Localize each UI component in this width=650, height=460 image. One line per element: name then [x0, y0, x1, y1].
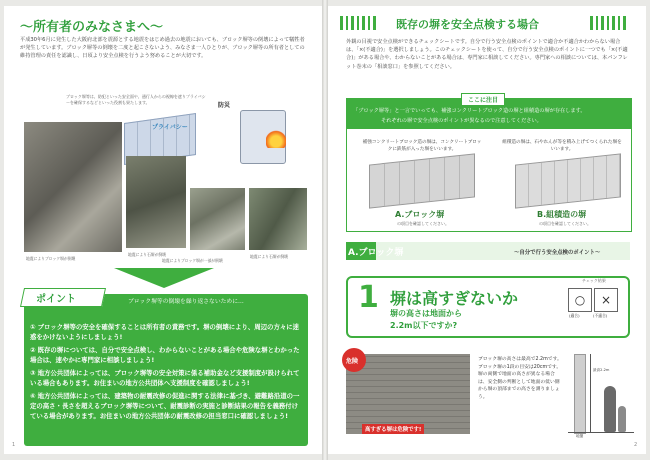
left-page-number: 1 [12, 442, 16, 448]
photo-collapsed-block-wall [24, 122, 122, 252]
note-text-2: それぞれの塀で安全点検のポイントが異なるので注意してください。 [381, 118, 542, 124]
right-page-number: 2 [634, 442, 638, 448]
point-label: ポイント [36, 294, 76, 305]
point-item-4: ④ 地方公共団体によっては、建築物の耐震改修の促進に関する法律に基づき、避難路沿道の一定の高さ・長さを超えるブロック塀等について、耐震診断の実施と診断結果の報告を義務付けている場合があります。お住まいの地方公共団体の耐震改修の担当窓口に確認しましょう! [30, 392, 300, 420]
type-b-sub: の項目を確認してください。 [539, 221, 591, 226]
photo-partially-collapsed-wall [190, 188, 245, 250]
photo-collapsed-stone-wall-2 [249, 188, 307, 250]
photo-caption-3: 地震によりブロック塀が一部が倒壊 [162, 258, 223, 263]
right-title: 既存の塀を安全点検する場合 [396, 18, 539, 31]
privacy-label: プライバシー [152, 124, 188, 131]
photo-caption-4: 地震により石塀が倒壊 [250, 254, 288, 259]
wall-pillar-figure [574, 354, 586, 434]
title-stripes-right [590, 16, 626, 30]
type-a-description: 補強コンクリートブロック造の塀は、コンクリートブロックに鉄筋が入った塀をいいます。 [362, 140, 482, 152]
right-page [328, 6, 646, 454]
photo-tall-wall [346, 354, 470, 434]
fire-icon [266, 126, 286, 148]
check-title: 塀は高すぎないか [390, 289, 519, 308]
left-title: ～所有者のみなさまへ～ [20, 20, 164, 35]
ground-line [568, 432, 634, 433]
masonry-wall-illustration [515, 153, 621, 208]
title-stripes-left [340, 16, 376, 30]
ok-checkbox[interactable]: ○ [568, 288, 592, 312]
photo-caption: 高すぎる塀は危険です! [362, 424, 424, 434]
note-title: ここに注目 [461, 93, 505, 106]
down-arrow-icon [114, 268, 214, 288]
check-number: 1 [358, 280, 379, 315]
check-subtitle: 塀の高さは地面から [390, 309, 462, 318]
photo-collapsed-stone-wall-1 [126, 156, 186, 248]
left-intro: 平成30年6月に発生した大阪府北部を震源とする地震をはじめ過去の地震においても、ブロック塀等の倒壊によって犠牲者が発生しています。ブロック塀等の倒壊を二度と起こさないよう、みなさま一人ひとりが、ブロック塀等の所有者としての維持管理の責任を認識し、日頃より安全点検を行うよう努めることが大切です。 [20, 37, 305, 60]
photo-caption-1: 地震によりブロック塀が倒壊 [26, 256, 76, 261]
person-silhouette [604, 386, 616, 432]
ok-label: (適合) [569, 313, 580, 318]
photo-caption-2: 地震により石塀が倒壊 [128, 252, 166, 257]
ng-checkbox[interactable]: × [594, 288, 618, 312]
illustration-note: ブロック塀等は、防犯といった安全面や、通行人からの視線を遮りプライバシーを確保するなどといった役割も果たします。 [66, 94, 206, 105]
point-item-1: ① ブロック塀等の安全を確保することは所有者の責務です。塀の倒壊により、周辺の方々に迷惑をかけないようにしましょう! [30, 323, 300, 341]
height-explanation: ブロック塀の高さは最高で2.2mです。ブロック塀の1段の目安は20cmです。塀の両側で地面の高さが異なる場合は、安全側の判断として地面の低い側から塀の頂部までの高さを測りましょう。 [478, 357, 562, 400]
section-subtitle: ～自分で行う安全点検のポイント～ [514, 250, 601, 256]
point-item-2: ② 既存の塀については、自分で安全点検し、わからないことがある場合や危険な塀とわかった場合は、速やかに専門家に相談しましょう! [30, 346, 300, 364]
bridge-text: ブロック塀等の倒壊を繰り返さないために… [128, 299, 244, 305]
ground-label: 地盤 [576, 434, 584, 438]
height-dimension-label: 最高2.2m [593, 368, 610, 372]
point-item-3: ③ 地方公共団体によっては、ブロック塀等の安全対策に係る補助金など支援制度が設けられている場合もあります。お住まいの地方公共団体へ支援制度を確認しましょう! [30, 369, 300, 387]
right-intro: 外観の目視で安全点検ができるチェックシートです。自分で行う安全点検のポイントで適合か不適合かわからない場合は、「×(不適合)」を選択しましょう。このチェックシートを使って、自分で行う安全点検のポイントに一つでも「×(不適合)」がある場合や、わからないことがある場合は、専門家に相談してください。専門家への相談については、本パンフレット巻末の「相談窓口」を参照してください。 [346, 39, 628, 70]
point-box [24, 294, 308, 446]
checksheet-label: チェック結果 [582, 278, 606, 283]
height-dimension-line [590, 354, 591, 432]
note-text-1: 「ブロック塀等」と一言でいっても、補強コンクリートブロック造の塀と組積造の塀が存在します。 [353, 108, 586, 114]
point-list [30, 322, 302, 424]
check-subtitle-2: 2.2m以下ですか? [390, 321, 458, 330]
child-silhouette [618, 406, 626, 432]
type-a-label: A.ブロック塀 [395, 210, 445, 219]
type-b-label: B.組積造の塀 [537, 210, 587, 219]
section-label: A.ブロック塀 [348, 248, 404, 258]
ng-label: (不適合) [593, 313, 608, 318]
note-box [346, 98, 632, 232]
block-wall-illustration [369, 153, 475, 208]
danger-label: 危険 [346, 358, 359, 365]
type-a-sub: の項目を確認してください。 [397, 221, 449, 226]
left-page [4, 6, 322, 454]
bousai-label: 防災 [218, 102, 231, 109]
type-b-description: 組積造の塀は、石やれんが等を積み上げてつくられた塀をいいます。 [502, 140, 622, 152]
